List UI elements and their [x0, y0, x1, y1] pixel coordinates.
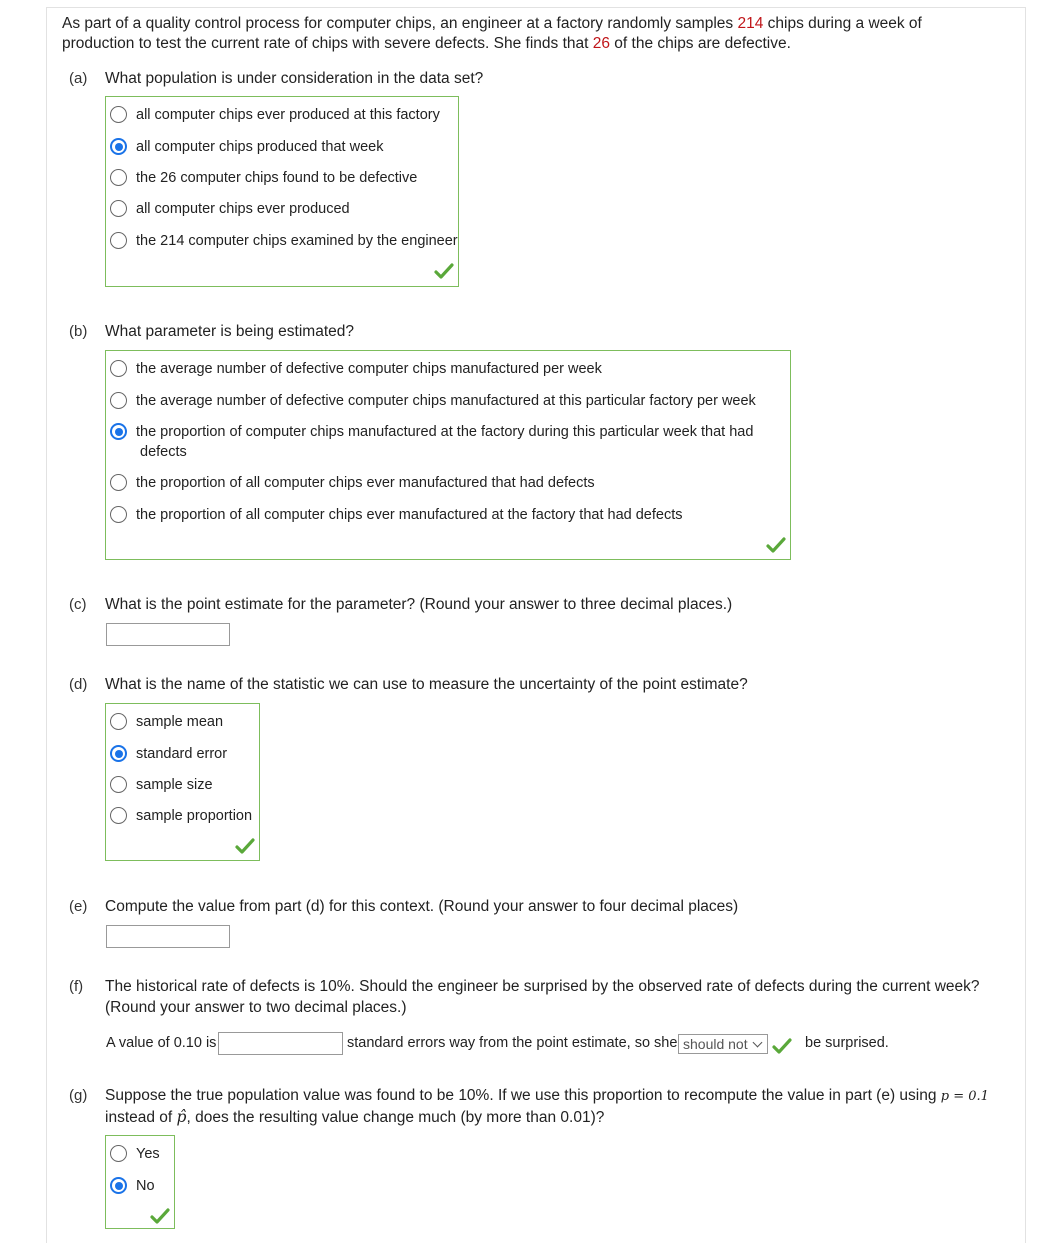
radio-button[interactable] — [110, 200, 127, 217]
part-b-question: What parameter is being estimated? — [105, 323, 354, 340]
radio-button[interactable] — [110, 392, 127, 409]
part-g-option[interactable]: Yes — [110, 1145, 160, 1164]
point-estimate-input[interactable] — [106, 623, 230, 646]
part-b-option[interactable]: the average number of defective computer chips manufactured per week — [110, 360, 602, 379]
part-a-question: What population is under consideration in the data set? — [105, 70, 484, 87]
part-d-question: What is the name of the statistic we can use to measure the uncertainty of the point estimate? — [105, 676, 748, 693]
radio-button-selected[interactable] — [110, 745, 127, 762]
radio-button[interactable] — [110, 776, 127, 793]
correct-check-icon — [766, 537, 786, 553]
correct-check-icon — [434, 263, 454, 279]
part-a-option[interactable]: all computer chips produced that week — [110, 138, 383, 157]
correct-check-icon — [150, 1208, 170, 1224]
part-e-question: Compute the value from part (d) for this context. (Round your answer to four decimal places) — [105, 898, 739, 915]
part-f-middle-text: standard errors way from the point estimate, so she — [347, 1035, 678, 1051]
part-c-question: What is the point estimate for the parameter? (Round your answer to three decimal places.) — [105, 596, 733, 613]
radio-button[interactable] — [110, 807, 127, 824]
part-d-option[interactable]: sample mean — [110, 713, 223, 732]
radio-button-selected[interactable] — [110, 138, 127, 155]
part-d-option[interactable]: sample proportion — [110, 807, 252, 826]
chevron-down-icon — [752, 1038, 762, 1048]
part-f-label: (f) — [69, 978, 84, 995]
radio-button[interactable] — [110, 169, 127, 186]
part-g-choices — [105, 1135, 175, 1229]
part-b-option[interactable]: the proportion of all computer chips ever manufactured that had defects — [110, 474, 595, 493]
part-b-option[interactable]: the proportion of computer chips manufactured at the factory during this particular week that had defects — [110, 423, 753, 462]
radio-button-selected[interactable] — [110, 1177, 127, 1194]
part-g-question: Suppose the true population value was found to be 10%. If we use this proportion to recompute the value in part (e) using p = 0.1 instead of p̂, does the resulting value change much (by more than 0.01)? — [105, 1087, 989, 1126]
part-f-prefix: A value of 0.10 is — [106, 1035, 217, 1051]
part-a-option[interactable]: the 214 computer chips examined by the engineer — [110, 232, 458, 251]
part-f-suffix: be surprised. — [805, 1035, 889, 1051]
part-d-option[interactable]: sample size — [110, 776, 213, 795]
part-a-option[interactable]: all computer chips ever produced — [110, 200, 350, 219]
surprise-dropdown[interactable]: should not — [678, 1034, 768, 1054]
radio-button[interactable] — [110, 360, 127, 377]
part-g-option[interactable]: No — [110, 1177, 155, 1196]
radio-button[interactable] — [110, 232, 127, 249]
part-b-option[interactable]: the proportion of all computer chips ever manufactured at the factory that had defects — [110, 506, 682, 525]
part-b-choices — [105, 350, 791, 560]
part-a-choices — [105, 96, 459, 287]
problem-statement: As part of a quality control process for computer chips, an engineer at a factory randomly samples 214 chips during a week of production to test the current rate of chips with severe defects. She finds that 26 of the chips are defective. — [62, 15, 922, 52]
radio-button[interactable] — [110, 1145, 127, 1162]
radio-button-selected[interactable] — [110, 423, 127, 440]
part-a-label: (a) — [69, 70, 88, 87]
sample-size-value: 214 — [737, 15, 764, 32]
part-b-option[interactable]: the average number of defective computer chips manufactured at this particular factory per week — [110, 392, 756, 411]
standard-error-input[interactable] — [106, 925, 230, 948]
part-a-option[interactable]: the 26 computer chips found to be defective — [110, 169, 417, 188]
radio-button[interactable] — [110, 474, 127, 491]
defective-count-value: 26 — [592, 35, 610, 52]
part-c-label: (c) — [69, 596, 87, 613]
part-g-label: (g) — [69, 1087, 88, 1104]
radio-button[interactable] — [110, 106, 127, 123]
radio-button[interactable] — [110, 713, 127, 730]
correct-check-icon — [235, 838, 255, 854]
part-a-option[interactable]: all computer chips ever produced at this factory — [110, 106, 440, 125]
part-d-option[interactable]: standard error — [110, 745, 227, 764]
standard-errors-input[interactable] — [218, 1032, 343, 1055]
part-f-question: The historical rate of defects is 10%. Should the engineer be surprised by the observed rate of defects during the current week? (Round your answer to two decimal places.) — [105, 978, 980, 1016]
part-d-label: (d) — [69, 676, 88, 693]
part-e-label: (e) — [69, 898, 88, 915]
correct-check-icon — [772, 1038, 792, 1054]
part-d-choices — [105, 703, 260, 861]
part-b-label: (b) — [69, 323, 88, 340]
radio-button[interactable] — [110, 506, 127, 523]
